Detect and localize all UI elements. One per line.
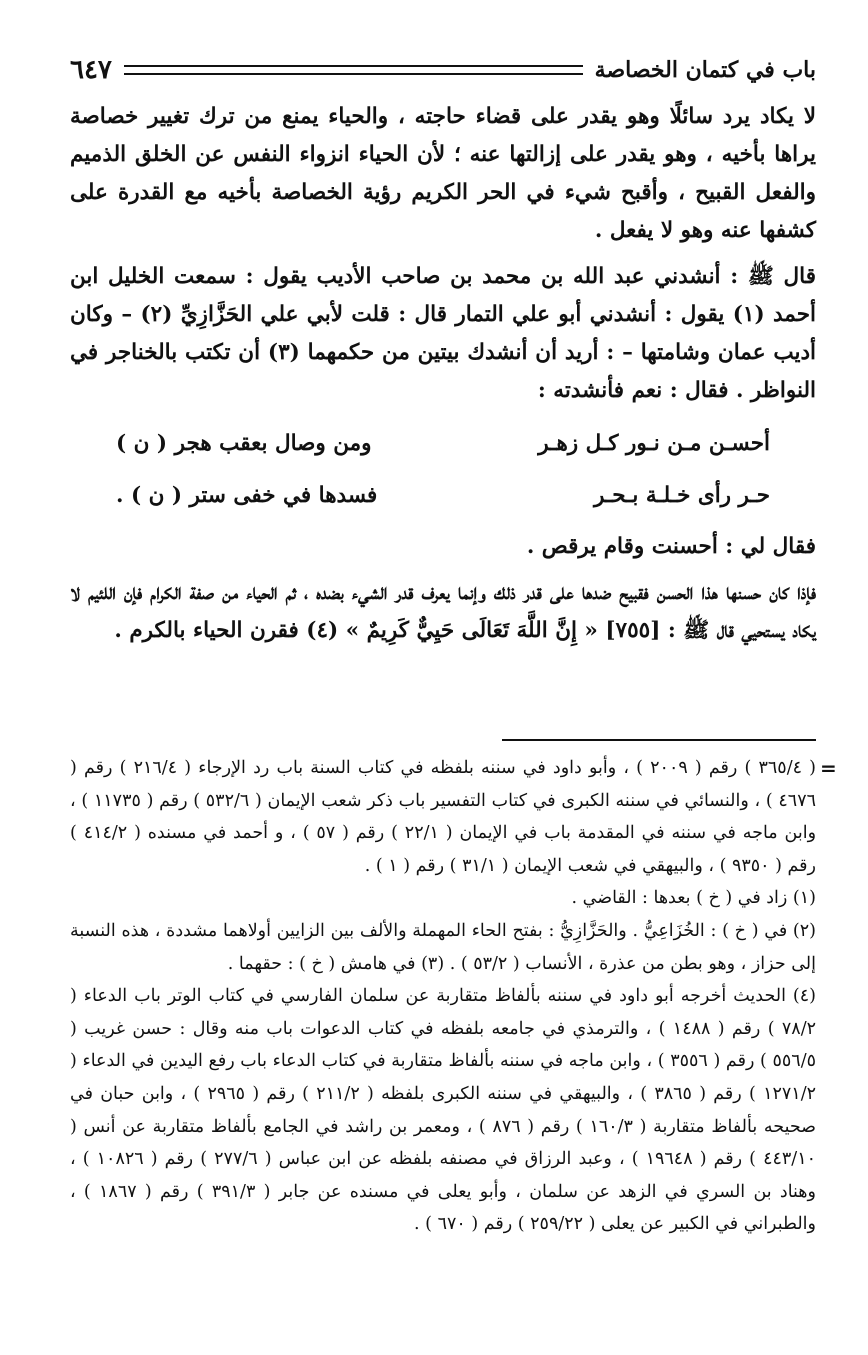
footnotes	[70, 752, 816, 1241]
paragraph-2: قال ﷺ : أنشدني عبد الله بن محمد بن صاحب الأديب يقول : سمعت الخليل ابن أحمد (١) يقول : أنشدني أبو علي التمار قال : قلت لأبي علي الحَزَّازِيِّ (٢) – وكان أديب عمان وشامتها – : أريد أن أنشدك بيتين من حكمهما (٣) أن تكتب بالخناجر في النواظر . فقال : نعم فأنشدته :	[70, 264, 817, 403]
header-rule	[124, 65, 583, 75]
verse-2-first-hemistich: حـر رأى خـلـة بـحـر	[594, 483, 770, 508]
verse-2	[70, 470, 816, 522]
page-header	[70, 50, 816, 90]
chapter-title: باب في كتمان الخصاصة	[594, 57, 816, 83]
poem	[70, 418, 816, 522]
paragraph-3: فقال لي : أحسنت وقام يرقص .	[526, 534, 816, 559]
verse-1	[70, 418, 816, 470]
verse-1-first-hemistich: أحسـن مـن نـور كـل زهـر	[538, 431, 770, 456]
footnote-separator	[502, 739, 816, 741]
footnote-2-3: (٢) في ( خ ) : الخُزَاعِيُّ . والحَزَّازِيُّ : بفتح الحاء المهملة والألف بين الزايين أولاهما مشددة ، هذه النسبة إلى حزاز ، وهو بطن من عذرة ، الأنساب ( ٥٣/٢ ) . (٣) في هامش ( خ ) : حقهما .	[70, 920, 816, 974]
paragraph-4: فإذا كان حسنها هذا الحسن فقبيح ضدها على قدر ذلك وإنما يعرف قدر الشيء بضده ، ثم الحياء من صفة الكرام فإن اللئيم لا يكاد يستحيي قال ﷺ : [٧٥٥] « إِنَّ اللَّهَ تَعَالَى حَيِيٌّ كَرِيمٌ » (٤) فقرن الحياء بالكرم .	[70, 580, 816, 643]
footnote-4: (٤) الحديث أخرجه أبو داود في سننه بألفاظ متقاربة عن سلمان الفارسي في كتاب الوتر باب الدعاء ( ٧٨/٢ ) رقم ( ١٤٨٨ ) ، والترمذي في جامعه بلفظه في كتاب الدعوات باب منه وقال : حسن غريب ( ٥٥٦/٥ ) رقم ( ٣٥٥٦ ) ، وابن ماجه في سننه بألفاظ متقاربة في كتاب الدعاء باب رفع اليدين في الدعاء ( ١٢٧١/٢ ) رقم ( ٣٨٦٥ ) ، والبيهقي في سننه الكبرى بلفظه ( ٢١١/٢ ) رقم ( ٢٩٦٥ ) ، وابن حبان في صحيحه بألفاظ متقاربة ( ١٦٠/٣ ) رقم ( ٨٧٦ ) ، ومعمر بن راشد في الجامع بألفاظ متقاربة عن أنس ( ٤٤٣/١٠ ) رقم ( ١٩٦٤٨ ) ، وعبد الرزاق في مصنفه بلفظه عن ابن عباس ( ٢٧٧/٦ ) رقم ( ١٠٨٢٦ ) ، وهناد بن السري في الزهد عن سلمان ، وأبو يعلى في مسنده عن جابر ( ٣٩١/٣ ) رقم ( ١٨٦٧ ) ، والطبراني في الكبير عن يعلى ( ٢٥٩/٢٢ ) رقم ( ٦٧٠ ) .	[70, 986, 816, 1235]
continuation-mark: =	[820, 756, 837, 780]
footnote-continued: ( ٣٦٥/٤ ) رقم ( ٢٠٠٩ ) ، وأبو داود في سننه بلفظه في كتاب السنة باب رد الإرجاء ( ٢١٦/٤ ) رقم ( ٤٦٧٦ ) ، والنسائي في سننه الكبرى في كتاب التفسير باب ذكر شعب الإيمان ( ٥٣٢/٦ ) رقم ( ١١٧٣٥ ) ، وابن ماجه في سننه في المقدمة باب في الإيمان ( ٢٢/١ ) رقم ( ٥٧ ) ، و أحمد في مسنده ( ٤١٤/٢ ) رقم ( ٩٣٥٠ ) ، والبيهقي في شعب الإيمان ( ٣١/١ ) رقم ( ١ ) .	[70, 758, 817, 876]
main-text	[70, 98, 816, 658]
verse-2-second-hemistich: فسدها في خفى ستر ( ن ) .	[116, 483, 378, 508]
page-number: ٦٤٧	[70, 55, 112, 85]
footnote-1: (١) زاد في ( خ ) بعدها : القاضي .	[571, 888, 816, 909]
verse-1-second-hemistich: ومن وصال بعقب هجر ( ن )	[116, 431, 372, 456]
paragraph-1: لا يكاد يرد سائلًا وهو يقدر على قضاء حاجته ، والحياء يمنع من ترك تغيير خصاصة يراها بأخيه ، وهو يقدر على إزالتها عنه ؛ لأن الحياء انزواء النفس عن الخلق الذميم والفعل القبيح ، وأقبح شيء في الحر الكريم رؤية الخصاصة بأخيه مع القدرة على كشفها عنه وهو لا يفعل .	[70, 104, 816, 243]
